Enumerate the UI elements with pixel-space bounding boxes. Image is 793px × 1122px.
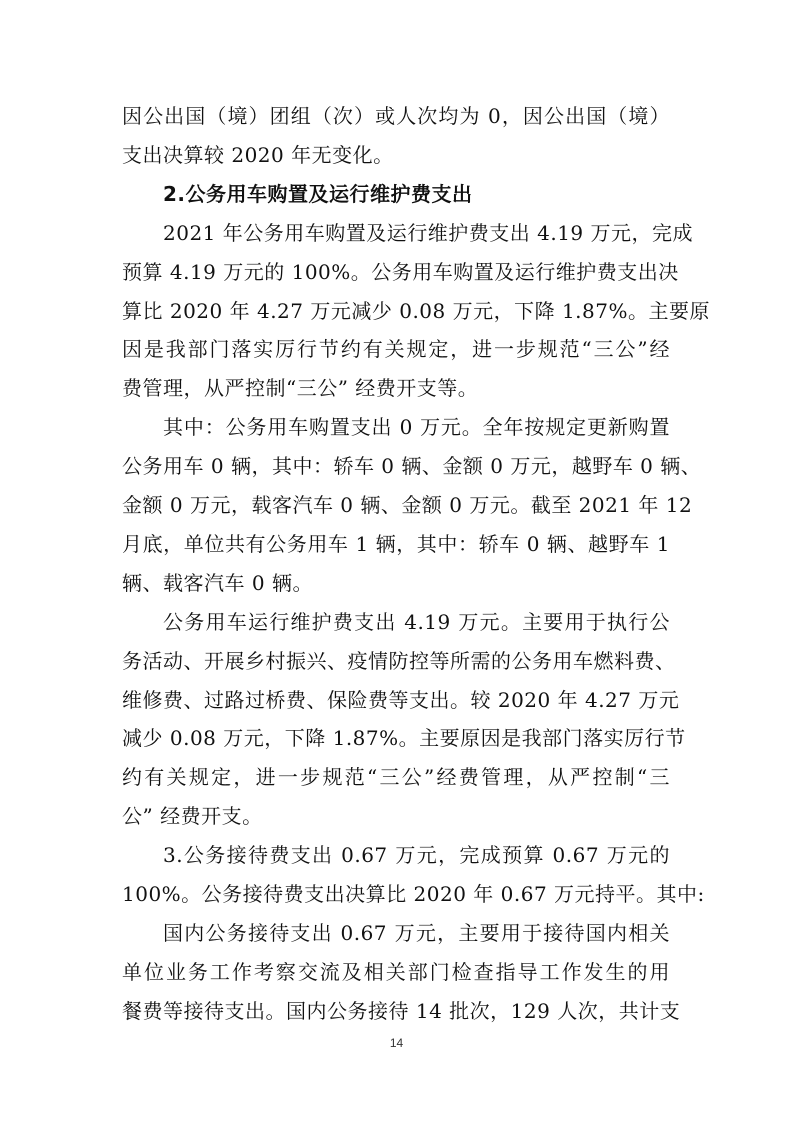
text-line: 务活动、开展乡村振兴、疫情防控等所需的公务用车燃料费、 (122, 649, 676, 673)
text-line: 餐费等接待支出。国内公务接待 14 批次，129 人次，共计支 (122, 999, 681, 1023)
text-line: 100%。公务接待费支出决算比 2020 年 0.67 万元持平。其中: (122, 882, 705, 906)
text-line: 因公出国（境）团组（次）或人次均为 0，因公出国（境） (122, 104, 670, 128)
text-line: 预算 4.19 万元的 100%。公务用车购置及运行维护费支出决 (122, 260, 679, 284)
text-line: 减少 0.08 万元，下降 1.87%。主要原因是我部门落实厉行节 (122, 726, 686, 750)
text-line: 国内公务接待支出 0.67 万元，主要用于接待国内相关 (163, 921, 670, 945)
text-line: 维修费、过路过桥费、保险费等支出。较 2020 年 4.27 万元 (122, 688, 680, 712)
text-line: 辆、载客汽车 0 辆。 (122, 571, 313, 595)
text-line: 公” 经费开支。 (122, 804, 263, 828)
text-line: 因是我部门落实厉行节约有关规定，进一步规范“三公”经 (122, 337, 670, 361)
text-line: 金额 0 万元，载客汽车 0 辆、金额 0 万元。截至 2021 年 12 (122, 493, 693, 517)
text-line: 公务用车 0 辆，其中：轿车 0 辆、金额 0 万元，越野车 0 辆、 (122, 454, 702, 478)
text-line: 支出决算较 2020 年无变化。 (122, 143, 394, 167)
text-line: 公务用车运行维护费支出 4.19 万元。主要用于执行公 (163, 610, 670, 634)
page-number: 14 (389, 1036, 404, 1050)
text-line: 其中：公务用车购置支出 0 万元。全年按规定更新购置 (163, 415, 670, 439)
text-line: 2021 年公务用车购置及运行维护费支出 4.19 万元，完成 (163, 221, 694, 245)
section-heading: 2.公务用车购置及运行维护费支出 (163, 182, 473, 206)
text-line: 月底，单位共有公务用车 1 辆，其中：轿车 0 辆、越野车 1 (122, 532, 670, 556)
text-line: 约有关规定，进一步规范“三公”经费管理，从严控制“三 (122, 765, 670, 789)
text-line: 算比 2020 年 4.27 万元减少 0.08 万元，下降 1.87%。主要原 (122, 299, 710, 323)
text-line: 单位业务工作考察交流及相关部门检查指导工作发生的用 (122, 960, 670, 984)
text-line: 3.公务接待费支出 0.67 万元，完成预算 0.67 万元的 (163, 843, 670, 867)
text-line: 费管理，从严控制“三公” 经费开支等。 (122, 376, 479, 400)
